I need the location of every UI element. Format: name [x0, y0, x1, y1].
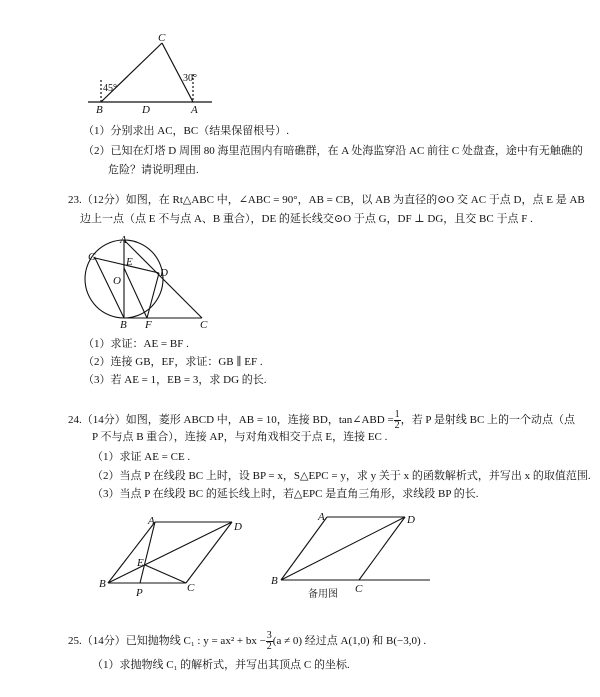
q22-part-2: （2）已知在灯塔 D 周围 80 海里范围内有暗礁群，在 A 处海监穿沿 AC 前往 C 处盘查，途中有无触礁的 [83, 145, 583, 157]
angle-45: 45° [103, 83, 117, 94]
q24-part-1: （1）求证 AE = CE . [92, 451, 191, 463]
label-o: O [113, 275, 121, 287]
q24-part-2: （2）当点 P 在线段 BC 上时，设 BP = x，S△EPC = y，求 y 关于 x 的函数解析式，并写出 x 的取值范围. [92, 470, 591, 482]
q24-stem-a: 24.（14分）如图，菱形 ABCD 中，AB = 10，连接 BD，tan∠ABD = [68, 414, 394, 426]
fraction-one-half [394, 410, 401, 431]
label-c: C [158, 32, 166, 44]
label-e: E [137, 557, 144, 569]
label-d: D [234, 521, 242, 533]
q24-stem-b: ，若 P 是射线 BC 上的一个动点（点 [400, 414, 576, 426]
q25-stem-b: (a ≠ 0) 经过点 A(1,0) 和 B(−3,0) . [272, 635, 427, 647]
label-c: C [200, 319, 208, 331]
label-d: D [142, 104, 150, 116]
fraction-three-halves [266, 631, 273, 652]
q23-stem-1: 23.（12分）如图，在 Rt△ABC 中，∠ABC = 90°，AB = CB，以 AB 为直径的⊙O 交 AC 于点 D，点 E 是 AB [68, 194, 585, 206]
label-b: B [99, 578, 106, 590]
label-b: B [120, 319, 127, 331]
q24-part-3: （3）当点 P 在线段 BC 的延长线上时，若△EPC 是直角三角形，求线段 BP 的长. [92, 488, 479, 500]
frac-den: 2 [394, 419, 400, 431]
label-d: D [407, 514, 415, 526]
frac-den: 2 [266, 640, 272, 652]
label-p: P [136, 587, 143, 599]
label-c: C [187, 582, 195, 594]
label-a: A [318, 511, 325, 523]
frac-num: 3 [266, 629, 272, 641]
q22-part-1: （1）分别求出 AC，BC（结果保留根号）. [83, 125, 289, 137]
figure-circle [85, 240, 202, 318]
frac-num: 1 [394, 408, 400, 420]
label-c: C [355, 583, 363, 595]
angle-30: 30° [183, 73, 197, 84]
figure-spare [281, 517, 430, 580]
label-a: A [120, 234, 127, 246]
label-f: F [145, 319, 152, 331]
q22-part-2-cont: 危险？请说明理由. [108, 164, 199, 176]
q23-part-1: （1）求证：AE = BF . [83, 338, 189, 350]
spare-caption: 备用图 [308, 589, 338, 600]
q25-stem [68, 628, 426, 654]
q24-stem-2: P 不与点 B 重合），连接 AP，与对角戏相交于点 E，连接 EC . [92, 431, 388, 443]
label-b: B [271, 575, 278, 587]
label-b: B [96, 104, 103, 116]
q25-stem-a: 25.（14分）已知抛物线 C₁ : y = ax² + bx − [68, 635, 266, 647]
label-a: A [148, 515, 155, 527]
figure-rhombus [108, 522, 232, 583]
label-a: A [191, 104, 198, 116]
label-e: E [126, 256, 133, 268]
q23-part-3: （3）若 AE = 1，EB = 3，求 DG 的长. [83, 374, 267, 386]
q23-part-2: （2）连接 GB，EF，求证：GB ∥ EF . [83, 356, 263, 368]
q23-stem-2: 边上一点（点 E 不与点 A、B 重合），DE 的延长线交⊙O 于点 G，DF ⊥ DG，且交 BC 于点 F . [80, 213, 533, 225]
q25-part-1: （1）求抛物线 C₁ 的解析式，并写出其顶点 C 的坐标. [92, 659, 350, 671]
label-d: D [160, 267, 168, 279]
label-g: G [88, 251, 96, 263]
